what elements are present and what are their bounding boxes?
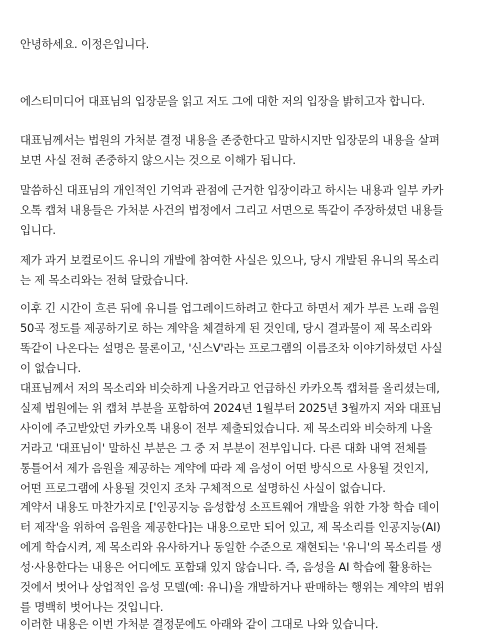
text-line: 에스티미디어 대표님의 입장문을 읽고 저도 그에 대한 저의 입장을 밝히고자 합니다. <box>20 94 425 108</box>
text-line: 성·사용한다는 내용은 어디에도 포함돼 있지 않습니다. 즉, 음성을 AI 학습에 활용하는 <box>20 560 432 574</box>
text-line: 것에서 벗어나 상업적인 음성 모델(예: 유니)을 개발하거나 판매하는 행위는 계약의 범위 <box>20 580 445 594</box>
text-line: 50곡 정도를 제공하기로 하는 계약을 체결하게 된 것인데, 당시 결과물이 제 목소리와 <box>20 321 432 335</box>
text-line: 입니다. <box>20 223 56 237</box>
text-line: 안녕하세요. 이정은입니다. <box>20 37 150 51</box>
text-line: 보면 사실 전혀 존중하지 않으시는 것으로 이해가 됩니다. <box>20 153 296 167</box>
text-line: 대표님께서 저의 목소리와 비슷하게 나올거라고 언급하신 카카오톡 캡쳐를 올리셨는데, <box>20 381 440 395</box>
text-line: 이후 긴 시간이 흐른 뒤에 유니를 업그레이드하려고 한다고 하면서 제가 부른 노래 음원 <box>20 301 440 315</box>
text-line: 계약서 내용도 마찬가지로 ['인공지능 음성합성 소프트웨어 개발을 위한 가창 학습 데이 <box>20 500 440 514</box>
text-line: 제가 과거 보컬로이드 유니의 개발에 참여한 사실은 있으나, 당시 개발된 유니의 목소리 <box>20 253 440 267</box>
text-line: 를 명백히 벗어나는 것입니다. <box>20 600 164 614</box>
body-paragraph-2 <box>20 180 443 240</box>
text-line: 터 제작'을 위하여 음원을 제공한다]는 내용으로만 되어 있고, 제 목소리를 인공지능(AI) <box>20 520 441 534</box>
text-line: 거라고 '대표님이' 말하신 부분은 그 중 저 부분이 전부입니다. 다른 대화 내역 전체를 <box>20 441 427 455</box>
closing-paragraph <box>20 614 378 634</box>
text-line: 에게 학습시켜, 제 목소리와 유사하거나 동일한 수준으로 재현되는 '유니'의 목소리를 생 <box>20 540 442 554</box>
body-paragraph-1 <box>20 130 440 170</box>
text-line: 오톡 캡쳐 내용들은 가처분 사건의 법정에서 그리고 서면으로 똑같이 주장하셨던 내용들 <box>20 203 444 217</box>
text-line: 는 제 목소리와는 전혀 달랐습니다. <box>20 273 189 287</box>
intro-paragraph <box>20 91 425 111</box>
greeting-paragraph <box>20 34 149 54</box>
text-line: 말씀하신 대표님의 개인적인 기억과 관점에 근거한 입장이라고 하시는 내용과 일부 카카 <box>20 183 444 197</box>
text-line: 통틀어서 제가 음원을 제공하는 계약에 따라 제 음성이 어떤 방식으로 사용될 것인지, <box>20 461 429 475</box>
body-paragraph-5 <box>20 378 441 498</box>
text-line: 실제 법원에는 위 캡쳐 부분을 포함하여 2024년 1월부터 2025년 3월까지 저와 대표님 <box>20 401 442 415</box>
text-line: 대표님께서는 법원의 가처분 결정 내용을 존중한다고 말하시지만 입장문의 내용을 살펴 <box>20 133 440 147</box>
text-line: 똑같이 나온다는 설명은 물론이고, '신스V'라는 프로그램의 이름조차 이야기하셨던 사실 <box>20 341 443 355</box>
body-paragraph-4 <box>20 298 442 378</box>
text-line: 어떤 프로그램에 사용될 것인지 조차 구체적으로 설명하신 사실이 없습니다. <box>20 481 386 495</box>
text-line: 이러한 내용은 이번 가처분 결정문에도 아래와 같이 그대로 나와 있습니다. <box>20 617 379 631</box>
text-line: 이 없습니다. <box>20 361 81 375</box>
body-paragraph-6 <box>20 497 444 617</box>
body-paragraph-3 <box>20 250 439 290</box>
text-line: 사이에 주고받았던 카카오톡 내용이 전부 제출되었습니다. 제 목소리와 비슷하게 나올 <box>20 421 433 435</box>
